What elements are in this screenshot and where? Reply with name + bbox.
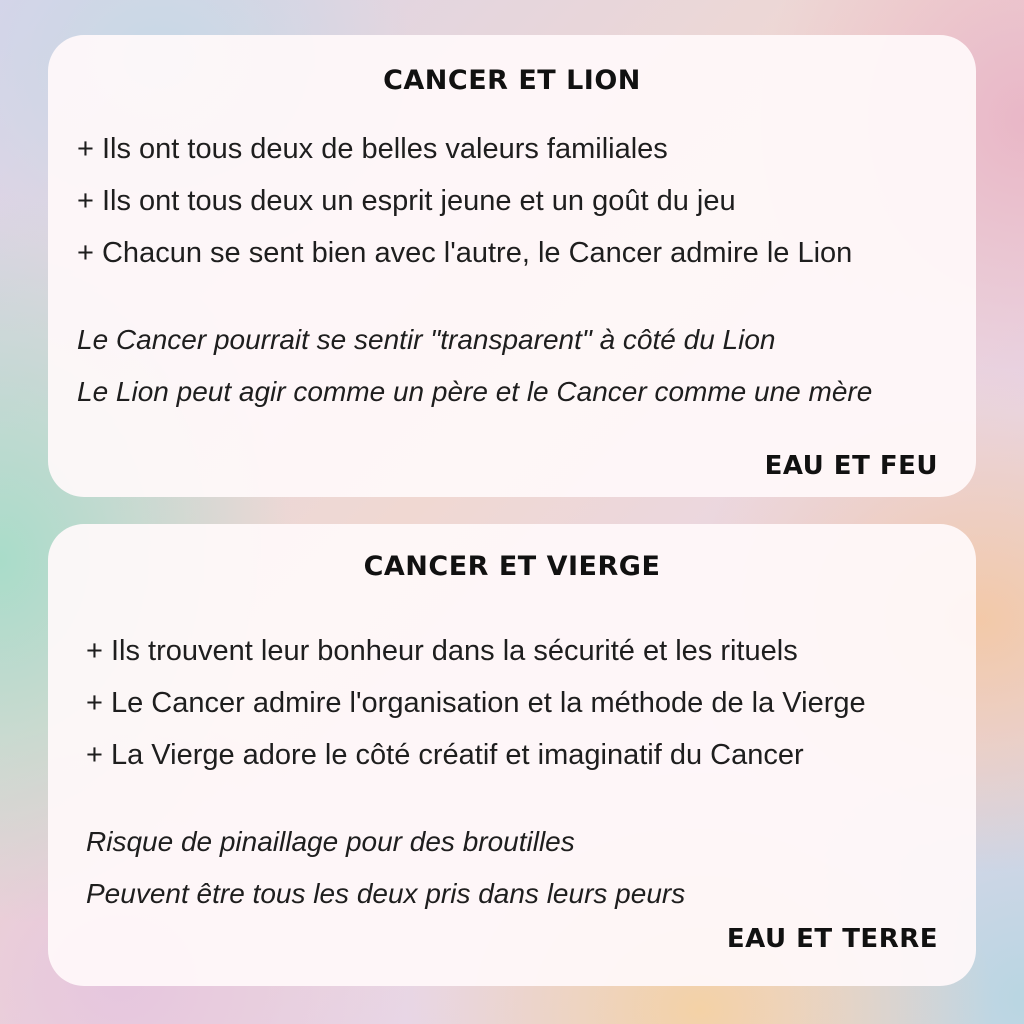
caution-item: Le Cancer pourrait se sentir "transparent" à côté du Lion [77,324,776,355]
caution-list [77,314,872,418]
strength-item: + Le Cancer admire l'organisation et la méthode de la Vierge [86,687,866,719]
element-label: EAU ET TERRE [726,924,938,954]
strength-item: + La Vierge adore le côté créatif et imaginatif du Cancer [86,739,804,771]
card-title: CANCER ET VIERGE [363,551,661,582]
caution-item: Risque de pinaillage pour des broutilles [86,826,575,857]
card-title: CANCER ET LION [383,65,641,96]
strength-item: + Ils ont tous deux un esprit jeune et un goût du jeu [77,185,736,217]
strength-item: + Chacun se sent bien avec l'autre, le Cancer admire le Lion [77,237,853,269]
element-label: EAU ET FEU [764,451,938,481]
strength-item: + Ils ont tous deux de belles valeurs familiales [77,133,668,165]
compatibility-card-cancer-vierge [48,524,976,986]
caution-item: Le Lion peut agir comme un père et le Cancer comme une mère [77,376,873,407]
caution-item: Peuvent être tous les deux pris dans leurs peurs [86,878,686,909]
strengths-list [86,625,866,781]
compatibility-card-cancer-lion [48,35,976,497]
strength-item: + Ils trouvent leur bonheur dans la sécurité et les rituels [86,635,798,667]
strengths-list [77,123,852,279]
caution-list [86,816,685,920]
